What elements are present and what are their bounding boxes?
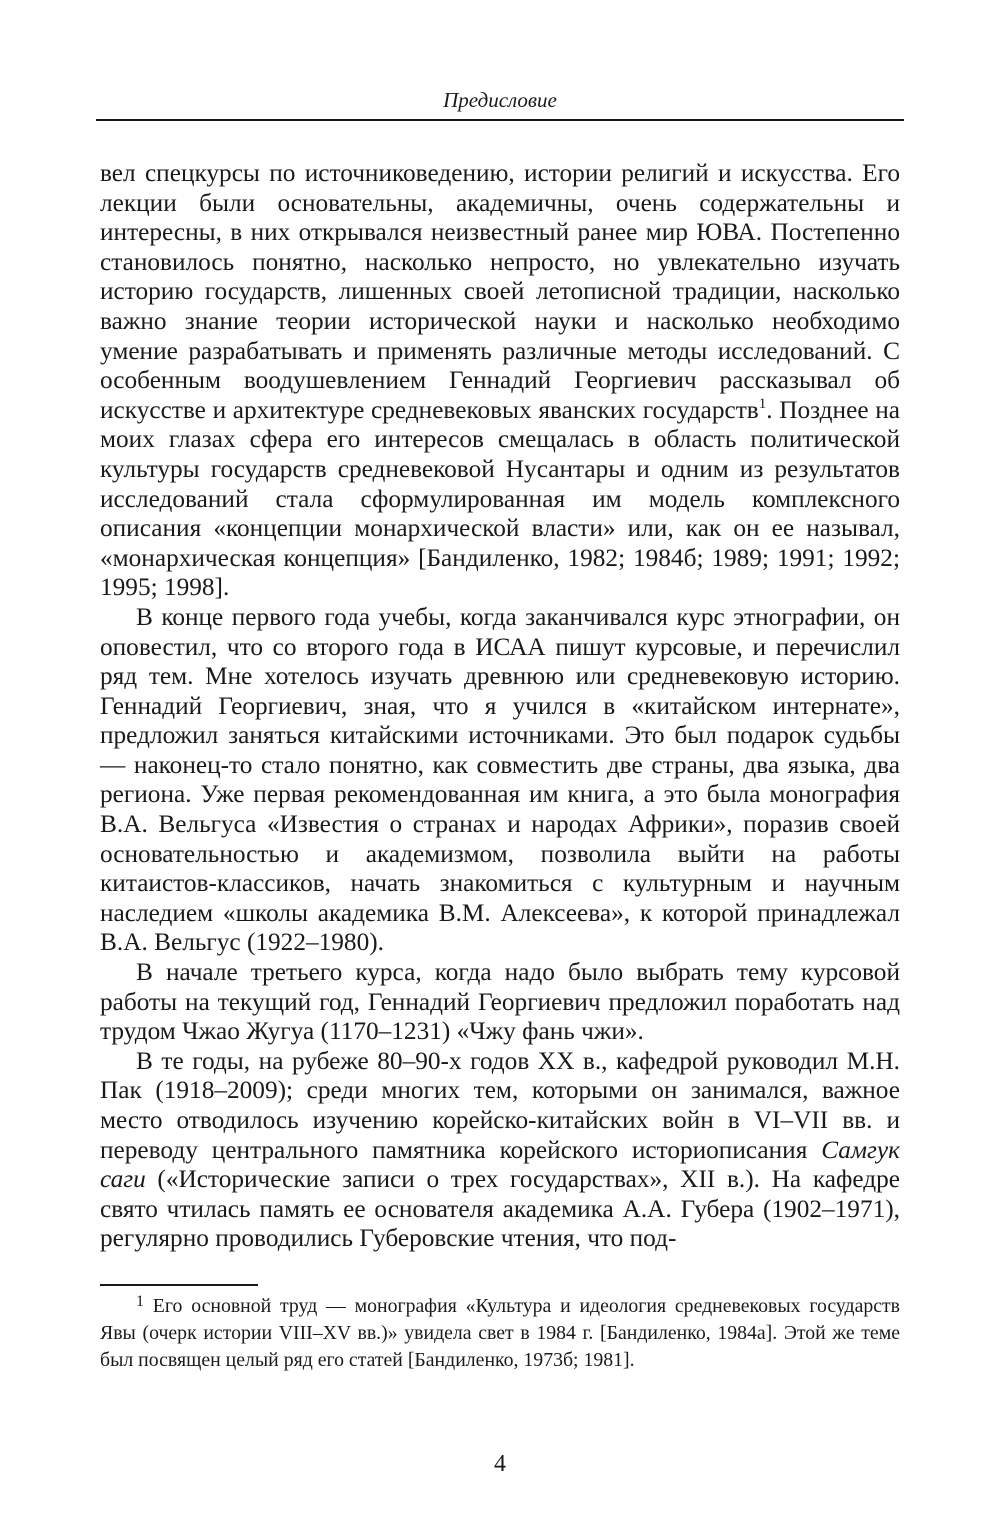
paragraph-1: [100, 159, 900, 603]
footnote-reference[interactable]: 1: [758, 395, 767, 412]
paragraph-3: В начале третьего курса, когда надо было выбрать тему курсовой работы на текущий год, Геннадий Георгиевич предложил поработать над трудом Чжао Жугуа (1170–1231) «Чжу фань чжи».: [100, 958, 900, 1046]
italic-title: Самгук саги: [100, 1135, 900, 1194]
footnote-text: Его основной труд — монография «Культура и идеология средневековых государств Явы (очерк истории VIII–XV вв.)» увидела свет в 1984 г. [Бандиленко, 1984а]. Этой же теме был посвящен целый ряд его статей [Бандиленко, 1973б; 1981].: [100, 1295, 900, 1371]
footnote-rule: [100, 1284, 258, 1286]
paragraph-4-text-a: В те годы, на рубеже 80–90-х годов XX в., кафедрой руководил М.Н. Пак (1918–2009); среди многих тем, которыми он занимался, важное место отводилось изучению корейско-китайских войн в VI–VII вв. и переводу центрального памятника корейского историописания: [100, 1046, 900, 1164]
paragraph-1-text-b: . Позднее на моих глазах сфера его интересов смещалась в область политической культуры государств средневековой Нусантары и одним из результатов исследований стала сформулированная им модель комплексного описания «концепции монархической власти» или, как он ее называл, «монархическая концепция» [Бандиленко, 1982; 1984б; 1989; 1991; 1992; 1995; 1998].: [100, 395, 900, 602]
page-number: 4: [494, 1451, 506, 1477]
paragraph-2: В конце первого года учебы, когда заканчивался курс этнографии, он оповестил, что со второго года в ИСАА пишут курсовые, и перечислил ряд тем. Мне хотелось изучать древнюю или средневековую историю. Геннадий Георгиевич, зная, что я учился в «китайском интернате», предложил заняться китайскими источниками. Это был подарок судьбы — наконец-то стало понятно, как совместить две страны, два языка, два региона. Уже первая рекомендованная им книга, а это была монография В.А. Вельгуса «Известия о странах и народах Африки», поразив своей основательностью и академизмом, позволила выйти на работы китаистов-классиков, начать знакомиться с культурным и научным наследием «школы академика В.М. Алексеева», к которой принадлежал В.А. Вельгус (1922–1980).: [100, 602, 900, 957]
header-rule: [96, 119, 904, 121]
body-text: [100, 159, 900, 1254]
footnote: [100, 1293, 900, 1374]
paragraph-4: [100, 1047, 900, 1254]
running-header: Предисловие: [443, 88, 557, 112]
footnote-number: 1: [136, 1293, 144, 1310]
paragraph-4-text-b: («Исторические записи о трех государствах», XII в.). На кафедре свято чтилась память ее основателя академика А.А. Губера (1902–1971), регулярно проводились Губеровские чтения, что под-: [100, 1165, 900, 1253]
paragraph-1-text-a: вел спецкурсы по источниковедению, истории религий и искусства. Его лекции были основательны, академичны, очень содержательны и интересны, в них открывался неизвестный ранее мир ЮВА. Постепенно становилось понятно, насколько непросто, но увлекательно изучать историю государств, лишенных своей летописной традиции, насколько важно знание теории исторической науки и насколько необходимо умение разрабатывать и применять различные методы исследований. С особенным воодушевлением Геннадий Георгиевич рассказывал об искусстве и архитектуре средневековых яванских государств: [100, 159, 900, 424]
